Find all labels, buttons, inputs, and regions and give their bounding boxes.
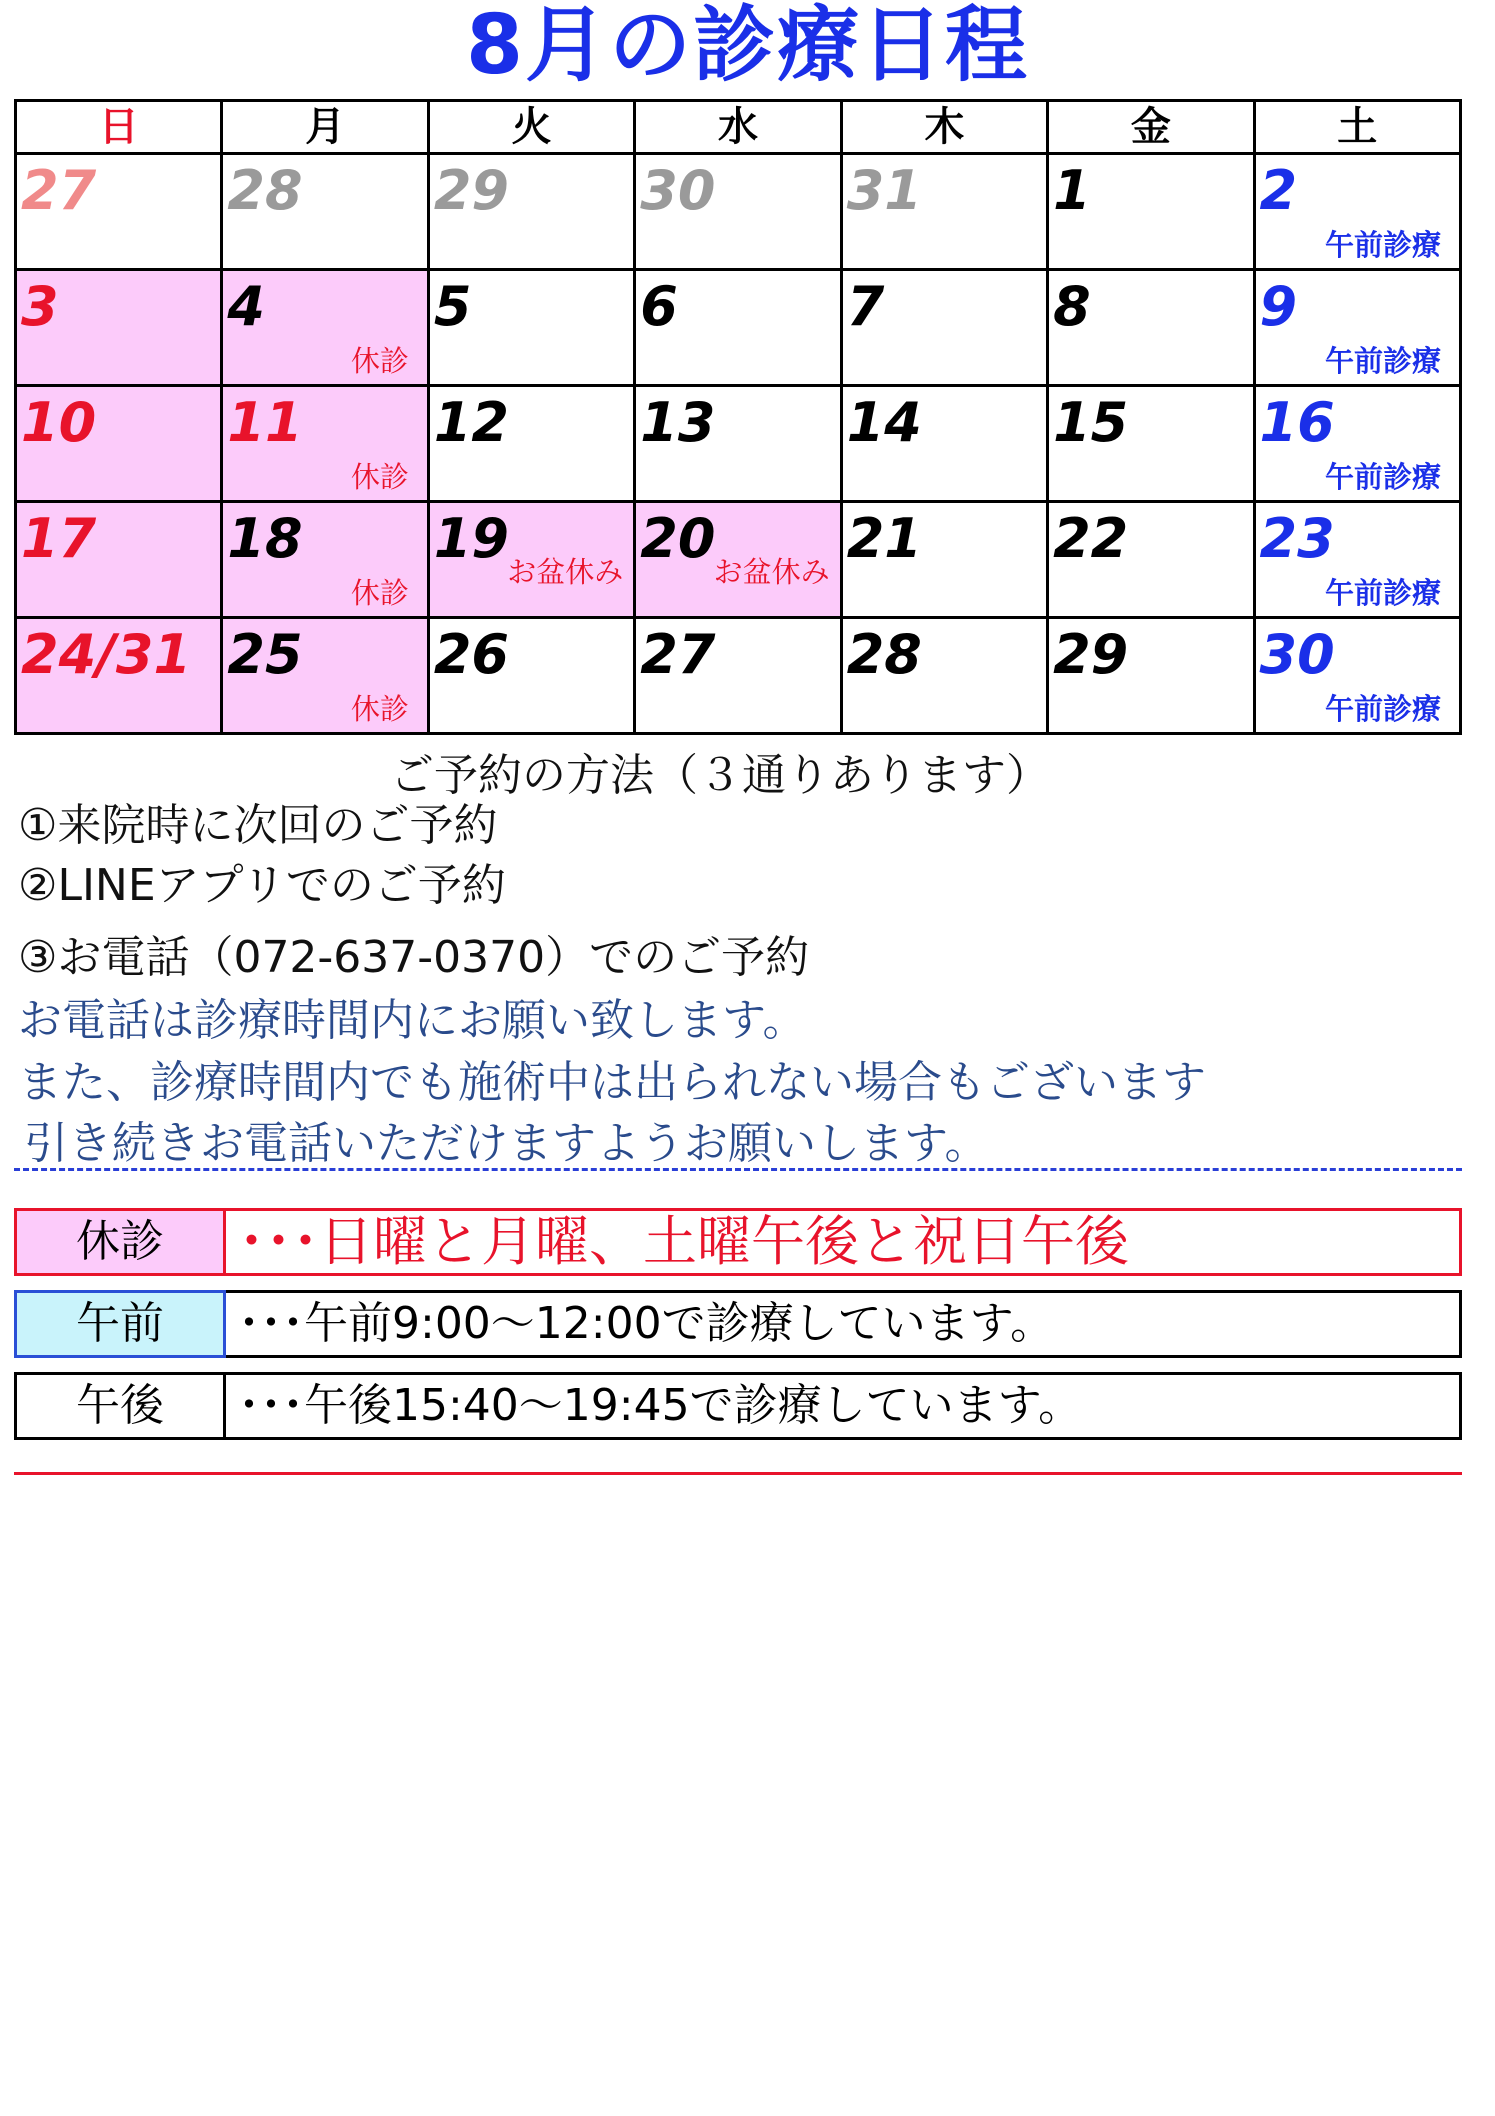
weekday-mon: 月	[222, 101, 428, 154]
calendar-body	[16, 154, 1461, 734]
day-number: 24/31	[21, 623, 192, 686]
phone-note-2: また、診療時間内でも施術中は出られない場合もございます	[18, 1057, 1206, 1108]
calendar-day-cell	[222, 154, 428, 270]
day-number: 22	[1053, 507, 1129, 570]
closed-note: 休診	[350, 460, 409, 494]
closed-note: お盆休み	[507, 555, 624, 589]
calendar-day-cell	[1254, 270, 1460, 386]
page-title: 8月の診療日程	[465, 0, 1030, 93]
calendar-day-cell	[1254, 154, 1460, 270]
calendar-day-cell	[222, 270, 428, 386]
calendar-day-cell	[16, 618, 222, 734]
legend-pm-label: 午後	[17, 1375, 226, 1437]
calendar-day-cell	[428, 502, 634, 618]
calendar-day-cell	[222, 618, 428, 734]
reservation-method-2: ②LINEアプリでのご予約	[18, 860, 506, 911]
day-number: 30	[640, 159, 716, 222]
day-number: 23	[1259, 507, 1335, 570]
calendar-day-cell	[428, 618, 634, 734]
calendar-day-cell	[1048, 386, 1254, 502]
day-number: 27	[21, 159, 97, 222]
day-number: 15	[1053, 391, 1129, 454]
am-only-note: 午前診療	[1324, 228, 1441, 262]
day-number: 20	[640, 507, 716, 570]
legend-am-label: 午前	[14, 1290, 226, 1358]
am-only-note: 午前診療	[1324, 460, 1441, 494]
closed-note: 休診	[350, 344, 409, 378]
calendar-day-cell	[1254, 386, 1460, 502]
legend-pm	[14, 1372, 1462, 1440]
day-number: 1	[1053, 159, 1091, 222]
day-number: 16	[1259, 391, 1335, 454]
calendar-day-cell	[16, 502, 222, 618]
day-number: 25	[227, 623, 303, 686]
day-number: 31	[846, 159, 922, 222]
am-only-note: 午前診療	[1324, 692, 1441, 726]
day-number: 9	[1259, 275, 1298, 338]
calendar-day-cell	[1048, 270, 1254, 386]
day-number: 27	[640, 623, 716, 686]
weekday-header-row	[16, 101, 1461, 154]
calendar-day-cell	[841, 502, 1047, 618]
calendar-day-cell	[841, 270, 1047, 386]
closed-note: お盆休み	[713, 555, 830, 589]
day-number: 4	[227, 275, 265, 338]
calendar-day-cell	[841, 618, 1047, 734]
calendar-week-row	[16, 154, 1461, 270]
calendar-day-cell	[222, 502, 428, 618]
day-number: 2	[1259, 159, 1298, 222]
day-number: 28	[227, 159, 303, 222]
legend-pm-text: ･･･午後15:40～19:45で診療しています。	[238, 1380, 1083, 1431]
legend-closed-text: ･･･日曜と月曜、土曜午後と祝日午後	[238, 1210, 1129, 1273]
day-number: 11	[227, 391, 303, 454]
day-number: 18	[227, 507, 303, 570]
calendar-day-cell	[635, 270, 841, 386]
day-number: 29	[433, 159, 509, 222]
calendar-day-cell	[635, 502, 841, 618]
dashed-divider	[14, 1168, 1462, 1171]
calendar-day-cell	[635, 154, 841, 270]
day-number: 13	[640, 391, 716, 454]
day-number: 29	[1053, 623, 1129, 686]
day-number: 19	[433, 507, 509, 570]
weekday-fri: 金	[1048, 101, 1254, 154]
day-number: 12	[433, 391, 509, 454]
calendar-day-cell	[428, 270, 634, 386]
calendar-day-cell	[841, 386, 1047, 502]
calendar-week-row	[16, 270, 1461, 386]
red-divider	[14, 1472, 1462, 1475]
calendar-day-cell	[841, 154, 1047, 270]
calendar-day-cell	[16, 386, 222, 502]
calendar-day-cell	[428, 154, 634, 270]
closed-note: 休診	[350, 576, 409, 610]
day-number: 7	[846, 275, 885, 338]
reservation-heading: ご予約の方法（３通りあります）	[390, 750, 1050, 801]
calendar-day-cell	[16, 154, 222, 270]
day-number: 21	[846, 507, 922, 570]
calendar-day-cell	[222, 386, 428, 502]
calendar-day-cell	[1254, 618, 1460, 734]
legend-am	[14, 1290, 1462, 1358]
day-number: 5	[433, 275, 472, 338]
calendar-day-cell	[1254, 502, 1460, 618]
calendar	[14, 99, 1462, 735]
calendar-day-cell	[1048, 502, 1254, 618]
reservation-method-3: ③お電話（072-637-0370）でのご予約	[18, 932, 810, 983]
weekday-wed: 水	[635, 101, 841, 154]
weekday-thu: 木	[841, 101, 1047, 154]
calendar-week-row	[16, 502, 1461, 618]
day-number: 26	[433, 623, 509, 686]
day-number: 30	[1259, 623, 1335, 686]
legend-closed	[14, 1208, 1462, 1276]
closed-note: 休診	[350, 692, 409, 726]
legend-am-text: ･･･午前9:00～12:00で診療しています。	[238, 1298, 1055, 1349]
weekday-tue: 火	[428, 101, 634, 154]
calendar-day-cell	[635, 386, 841, 502]
day-number: 10	[21, 391, 97, 454]
phone-note-3: 引き続きお電話いただけますようお願いします。	[24, 1118, 989, 1169]
day-number: 14	[846, 391, 922, 454]
calendar-day-cell	[428, 386, 634, 502]
calendar-week-row	[16, 618, 1461, 734]
weekday-sat: 土	[1254, 101, 1460, 154]
am-only-note: 午前診療	[1324, 344, 1441, 378]
day-number: 3	[21, 275, 59, 338]
day-number: 6	[640, 275, 678, 338]
calendar-day-cell	[635, 618, 841, 734]
am-only-note: 午前診療	[1324, 576, 1441, 610]
reservation-method-1: ①来院時に次回のご予約	[18, 800, 498, 851]
day-number: 8	[1053, 275, 1091, 338]
calendar-day-cell	[1048, 618, 1254, 734]
weekday-sun: 日	[16, 101, 222, 154]
day-number: 17	[21, 507, 97, 570]
calendar-day-cell	[1048, 154, 1254, 270]
day-number: 28	[846, 623, 922, 686]
legend-closed-label: 休診	[17, 1211, 226, 1273]
phone-note-1: お電話は診療時間内にお願い致します。	[18, 995, 807, 1046]
calendar-day-cell	[16, 270, 222, 386]
calendar-week-row	[16, 386, 1461, 502]
